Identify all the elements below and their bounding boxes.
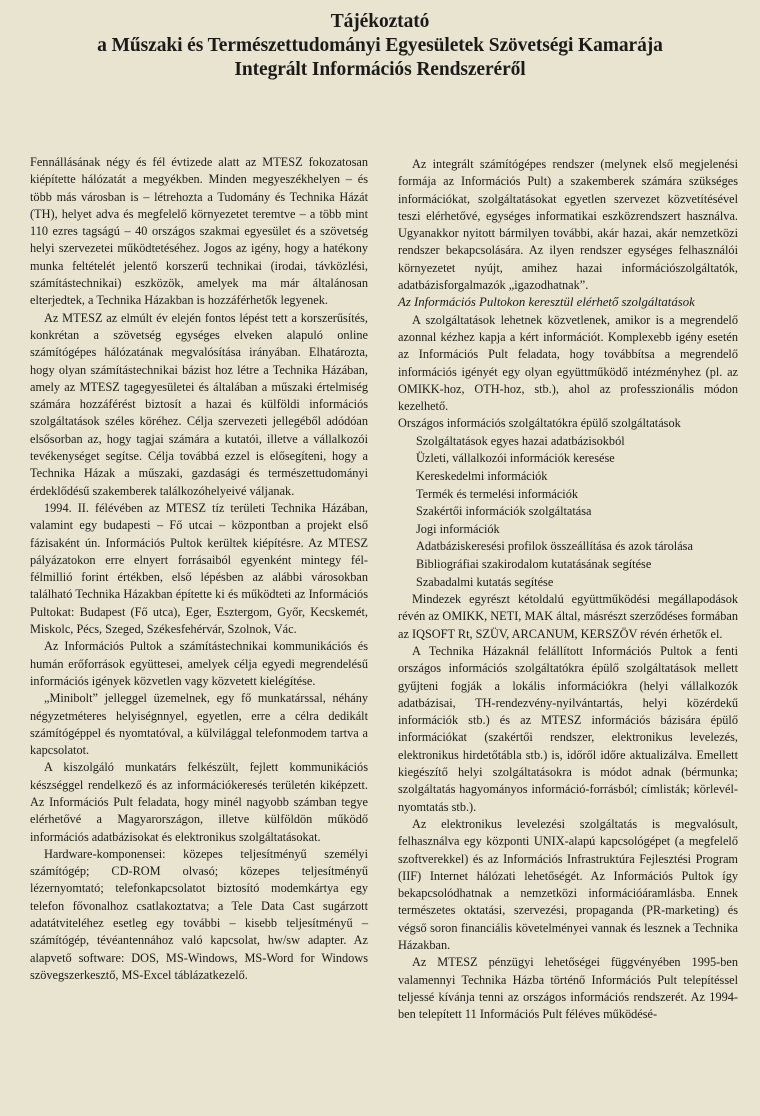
paragraph: Fennállásának négy és fél évtizede alatt az MTESZ fokozatosan kiépítette hálózatát a megyékben. Minden megyeszékhelyen – és több más városban is – létrehozta a Tudomány és Technika Házát (TH), helyet adva és megfelelő környezetet teremtve – a több mint 110 ezres tagságú – 40 országos szakmai egyesület és a szövetség helyi szervezetei működtetéséhez. Jogos az igény, hogy a hatékony munka feltételét jelentő korszerű technikai (irodai, távközlési, számítástechnikai) eszközök, amelyek ma már általánosan elterjedtek, a Technika Házakban is hozzáférhetők legyenek. (30, 155, 368, 308)
list-item: Bibliográfiai szakirodalom kutatásának segítése (416, 556, 652, 571)
list-title: Országos információs szolgáltatókra épülő szolgáltatások (398, 416, 681, 431)
list-item: Termék és termelési információk (416, 486, 579, 501)
list-item: Üzleti, vállalkozói információk keresése (416, 451, 615, 466)
paragraph: A Technika Házaknál felállított Információs Pultok a fenti országos információs szolgáltatókra épülő szolgáltatások mellett gyűjteni fogják a lokális információkra (helyi vállalkozók adatbázisai, TH-rendezvény-nyilvántartás, helyi közérdekű információk stb.) és az MTESZ információs bázisára épülő információkat (szakértői rendszer, elektronikus levelezés, elektronikus hirdetőtábla stb.) is, időről időre aktualizálva. Emellett kiegészítő helyi szolgáltatásokra is módot adnak (bérmunka; szolgáltatás hagyományos információ-forrásból; címlisták; körlevél-nyomtatás stb.). (398, 643, 738, 814)
services-list (416, 433, 738, 591)
paragraph: Az MTESZ az elmúlt év elején fontos lépést tett a korszerűsítés, konkrétan a szövetség egységes elveken alapuló online számítógépes hálózatának megvalósítása irányában. Elhatározta, hogy olyan számítástechnikai bázist hoz létre a Technika Házában, amely az MTESZ tagegyesületei és általában a műszaki értelmiség számára hozzáférést biztosít a hazai és külföldi információs szolgáltatások széles köréhez. Célja szervezeti jellegéből adódóan elsősorban az, hogy tagjai számára a kutatói, illetve a vállalkozói tevékenységet segítse. Célja továbbá ezzel is elősegíteni, hogy a Technika Házak a műszaki, gazdasági és természettudományi érdeklődésű szakemberek találkozóhelyeivé váljanak. (30, 310, 368, 498)
paragraph: 1994. II. félévében az MTESZ tíz területi Technika Házában, valamint egy budapesti – Fő utcai – központban a projekt első fázisaként ún. Információs Pultok kerültek kiépítésre. Az MTESZ pályázatokon erre elnyert forrásaiból egyenként mintegy fél-félmillió forint értékben, első lépésben az alábbi városokban található Technika Házakban építette ki és működteti az Információs Pultokat: Budapest (Fő utca), Eger, Esztergom, Győr, Kecskemét, Miskolc, Pécs, Szeged, Székesfehérvár, Szolnok, Vác. (30, 500, 368, 637)
paragraph: Mindezek egyrészt kétoldalú együttműködési megállapodások révén az OMIKK, NETI, MAK által, másrészt szerződéses formában az IQSOFT Rt, SZÜV, ARCANUM, KERSZÖV révén érhetők el. (398, 592, 738, 641)
paragraph: Az elektronikus levelezési szolgáltatás is megvalósult, felhasználva egy központi UNIX-alapú kapcsológépet (a megfelelő szoftverekkel) és az Információs Infrastruktúra Fejlesztési Program (IIF) Internet hálózati lehetőségét. Az Információs Pultok így bekapcsolódhatnak a nemzetközi információáramlásba. Ennek természetes oktatási, szervezési, propaganda (PR-marketing) és végső soron financiális követelményei vannak és lesznek a Technika Házakban. (398, 816, 738, 953)
list-item: Szolgáltatások egyes hazai adatbázisokból (416, 433, 625, 448)
paragraph: „Minibolt” jelleggel üzemelnek, egy fő munkatárssal, néhány négyzetméteres helyiségnnyel, egyetlen, erre a célra dedikált számítógéppel és nyomtatóval, a külvilággal telefonmodem tartva a kapcsolatot. (30, 691, 368, 758)
list-item: Kereskedelmi információk (416, 468, 548, 483)
title-line: a Műszaki és Természettudományi Egyesületek Szövetségi Kamarája (97, 35, 663, 56)
list-item: Adatbáziskeresési profilok összeállítása és azok tárolása (416, 539, 693, 554)
right-column (398, 156, 738, 1024)
section-subheading: Az Információs Pultokon keresztül elérhető szolgáltatások (398, 295, 695, 310)
list-item: Jogi információk (416, 521, 500, 536)
list-item: Szabadalmi kutatás segítése (416, 574, 554, 589)
paragraph: Az Információs Pultok a számítástechnikai kommunikációs és humán erőforrások együttesei, amelyek célja egyedi megrendelésű információs igények közvetlen vagy közvetett kielégítése. (30, 639, 368, 688)
paragraph: A szolgáltatások lehetnek közvetlenek, amikor is a megrendelő azonnal kézhez kapja a kért információt. Komplexebb igény esetén az Információs Pult feladata, hogy továbbítsa a megrendelő információs igényét egy olyan együttműködő intézményhez (pl. az OMIKK-hoz, OTH-hoz, stb.), ahol az professzionális módon kezelhető. (398, 312, 738, 414)
list-item: Szakértői információk szolgáltatása (416, 504, 592, 519)
title-line: Integrált Információs Rendszeréről (234, 59, 526, 80)
paragraph: Az MTESZ pénzügyi lehetőségei függvényében 1995-ben valamennyi Technika Házba történő Információs Pult telepítéssel teljessé kívánja tenni az országos információs rendszerét. Az 1994-ben telepített 11 Információs Pult féléves működésé- (398, 955, 738, 1022)
title-line: Tájékoztató (330, 11, 430, 32)
paragraph: Hardware-komponensei: közepes teljesítményű személyi számítógép; CD-ROM olvasó; közepes teljesítményű lézernyomtató; telefonkapcsolatot biztosító modemkártya egy telefon fővonalhoz csatlakoztatva; a Tele Data Cast sugárzott adatátviteléhez esetleg egy további – kisebb teljesítményű – számítógép, tévéantennához való kapcsolat, hw/sw adapter. Az alapvető software: DOS, MS-Windows, MS-Word for Windows szövegszerkesztő, MS-Excel táblázatkezelő. (30, 846, 368, 982)
document-title (0, 10, 760, 82)
paragraph: Az integrált számítógépes rendszer (melynek első megjelenési formája az Információs Pult) a szakemberek számára szükséges információkat, szolgáltatásokat egyetlen szervezet közvetítésével teszi elérhetővé, egységes informatikai eszközrendszert használva. Ugyanakkor nyitott bármilyen további, akár hazai, akár nemzetközi rendszer bekapcsolására. Az ilyen rendszer egységes felhasználói környezetet nyújt, amihez hazai információszolgáltatók, adatbázisforgalmazók „igazodhatnak”. (398, 157, 738, 293)
paragraph: A kiszolgáló munkatárs felkészült, fejlett kommunikációs készséggel rendelkező és az információkeresés területén kiképzett. Az Információs Pult feladata, hogy minél nagyobb számban tegye elérhetővé a Magyarországon, illetve külföldön működő információs adatbázisokat és elektronikus szolgáltatásokat. (30, 760, 368, 844)
left-column (30, 154, 368, 984)
